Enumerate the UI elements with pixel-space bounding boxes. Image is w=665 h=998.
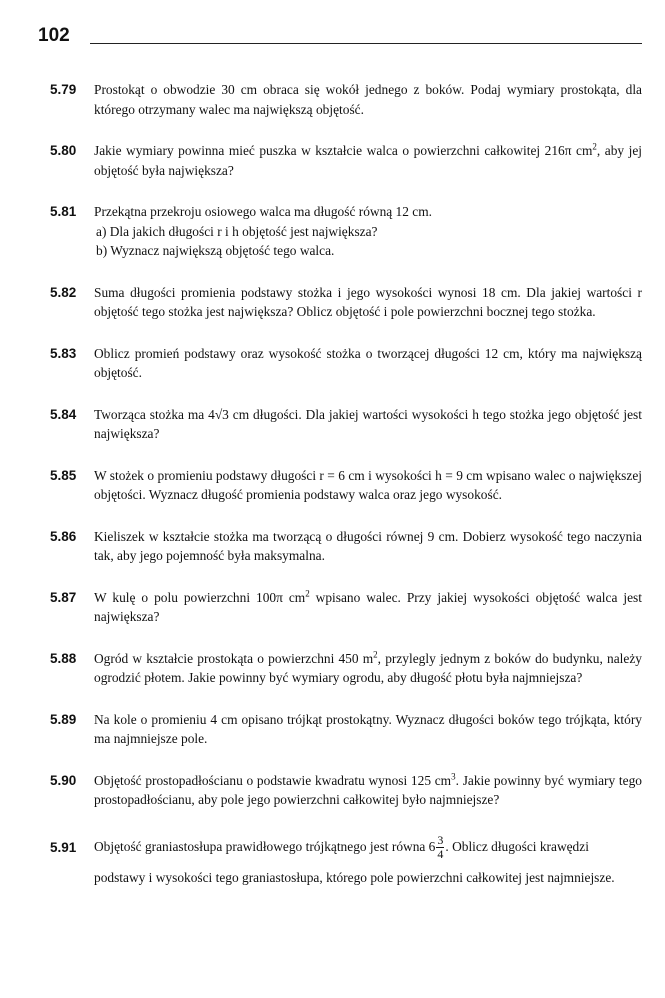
problem-5-90 <box>50 771 642 810</box>
exponent: 2 <box>592 141 597 152</box>
fraction-numerator: 3 <box>437 832 444 847</box>
problem-number: 5.84 <box>50 406 77 422</box>
problem-number: 5.85 <box>50 467 77 483</box>
problem-5-79 <box>50 80 642 119</box>
problem-text-rest: podstawy i wysokości tego graniastosłupa, którego pole powierzchni całkowitej jest najmniejsze. <box>94 869 615 885</box>
problem-5-85 <box>50 466 642 505</box>
fraction <box>436 834 444 861</box>
problem-5-83 <box>50 344 642 383</box>
page-header <box>38 24 642 52</box>
subpoint-a: a) Dla jakich długości r i h objętość jest największa? <box>96 223 378 239</box>
problem-5-87 <box>50 588 642 627</box>
problem-text: Ogród w kształcie prostokąta o powierzchni 450 m <box>94 650 374 666</box>
subpoint-b: b) Wyznacz największą objętość tego walca. <box>96 243 335 258</box>
problem-text-cont: wpisano walec. Przy jakiej wysokości objętość walca jest największa? <box>94 589 642 624</box>
page-number: 102 <box>38 25 70 46</box>
problem-text: Objętość prostopadłościanu o podstawie kwadratu wynosi 125 cm <box>94 772 452 788</box>
problem-number: 5.83 <box>50 345 77 361</box>
problem-text: Na kole o promieniu 4 cm opisano trójkąt prostokątny. Wyznacz długości boków tego trójkąta, który ma najmniejsze pole. <box>94 711 642 746</box>
problem-text-cont: , aby jej objętość była największa? <box>94 143 642 178</box>
problem-5-91 <box>50 832 642 888</box>
exponent: 3 <box>451 771 456 782</box>
problem-number: 5.87 <box>50 589 77 605</box>
problem-text: Objętość graniastosłupa prawidłowego trójkątnego jest równa 6 <box>94 838 436 854</box>
problem-text: Jakie wymiary powinna mieć puszka w kształcie walca o powierzchni całkowitej 216π cm <box>94 143 593 158</box>
problem-text: Kieliszek w kształcie stożka ma tworzącą o długości równej 9 cm. Dobierz wysokość tego naczynia tak, aby jego pojemność była maksymalna. <box>94 528 642 563</box>
problem-text: Suma długości promienia podstawy stożka i jego wysokości wynosi 18 cm. Dla jakiej wartości r objętość tego stożka jest największa? Oblicz objętość i pole powierzchni bocznej tego stożka. <box>94 284 642 319</box>
problem-number: 5.91 <box>50 839 77 855</box>
problem-5-84 <box>50 405 642 444</box>
problem-text-cont: . Jakie powinny być wymiary tego prostopadłościanu, aby pole jego powierzchni całkowitej było najmniejsze? <box>94 772 642 807</box>
problem-number: 5.89 <box>50 711 77 727</box>
problem-number: 5.86 <box>50 528 77 544</box>
exponent: 2 <box>305 588 310 599</box>
problem-5-81 <box>50 202 642 261</box>
problem-list <box>50 80 642 909</box>
problem-text: Prostokąt o obwodzie 30 cm obraca się wokół jednego z boków. Podaj wymiary prostokąta, dla którego otrzymany walec ma największą objętość. <box>94 82 642 117</box>
problem-number: 5.90 <box>50 772 77 788</box>
problem-text-cont: , przylegly jednym z boków do budynku, należy ogrodzić płotem. Jakie powinny być wymiary ogrodu, aby długość płotu była najmniejsza? <box>94 650 642 685</box>
problem-first-line <box>94 832 642 862</box>
problem-5-86 <box>50 527 642 566</box>
problem-number: 5.81 <box>50 204 77 219</box>
problem-text: Tworząca stożka ma 4√3 cm długości. Dla jakiej wartości wysokości h tego stożka jego objętość jest największa? <box>94 406 642 441</box>
problem-5-80 <box>50 141 642 180</box>
problem-5-82 <box>50 283 642 322</box>
problem-text: Przekątna przekroju osiowego walca ma długość równą 12 cm. <box>94 204 433 219</box>
problem-text-cont: . Oblicz długości krawędzi <box>445 838 589 854</box>
exponent: 2 <box>373 649 378 660</box>
fraction-denominator: 4 <box>437 846 444 861</box>
problem-text: Oblicz promień podstawy oraz wysokość stożka o tworzącej długości 12 cm, który ma największą objętość. <box>94 345 642 380</box>
problem-number: 5.79 <box>50 82 77 97</box>
problem-text: W stożek o promieniu podstawy długości r = 6 cm i wysokości h = 9 cm wpisano walec o największej objętości. Wyznacz długość promienia podstawy walca oraz jego wysokość. <box>94 467 642 502</box>
header-rule <box>90 43 642 44</box>
problem-5-89 <box>50 710 642 749</box>
problem-number: 5.82 <box>50 284 77 300</box>
problem-number: 5.80 <box>50 143 77 158</box>
problem-5-88 <box>50 649 642 688</box>
problem-text: W kulę o polu powierzchni 100π cm <box>94 589 306 605</box>
problem-number: 5.88 <box>50 650 77 666</box>
